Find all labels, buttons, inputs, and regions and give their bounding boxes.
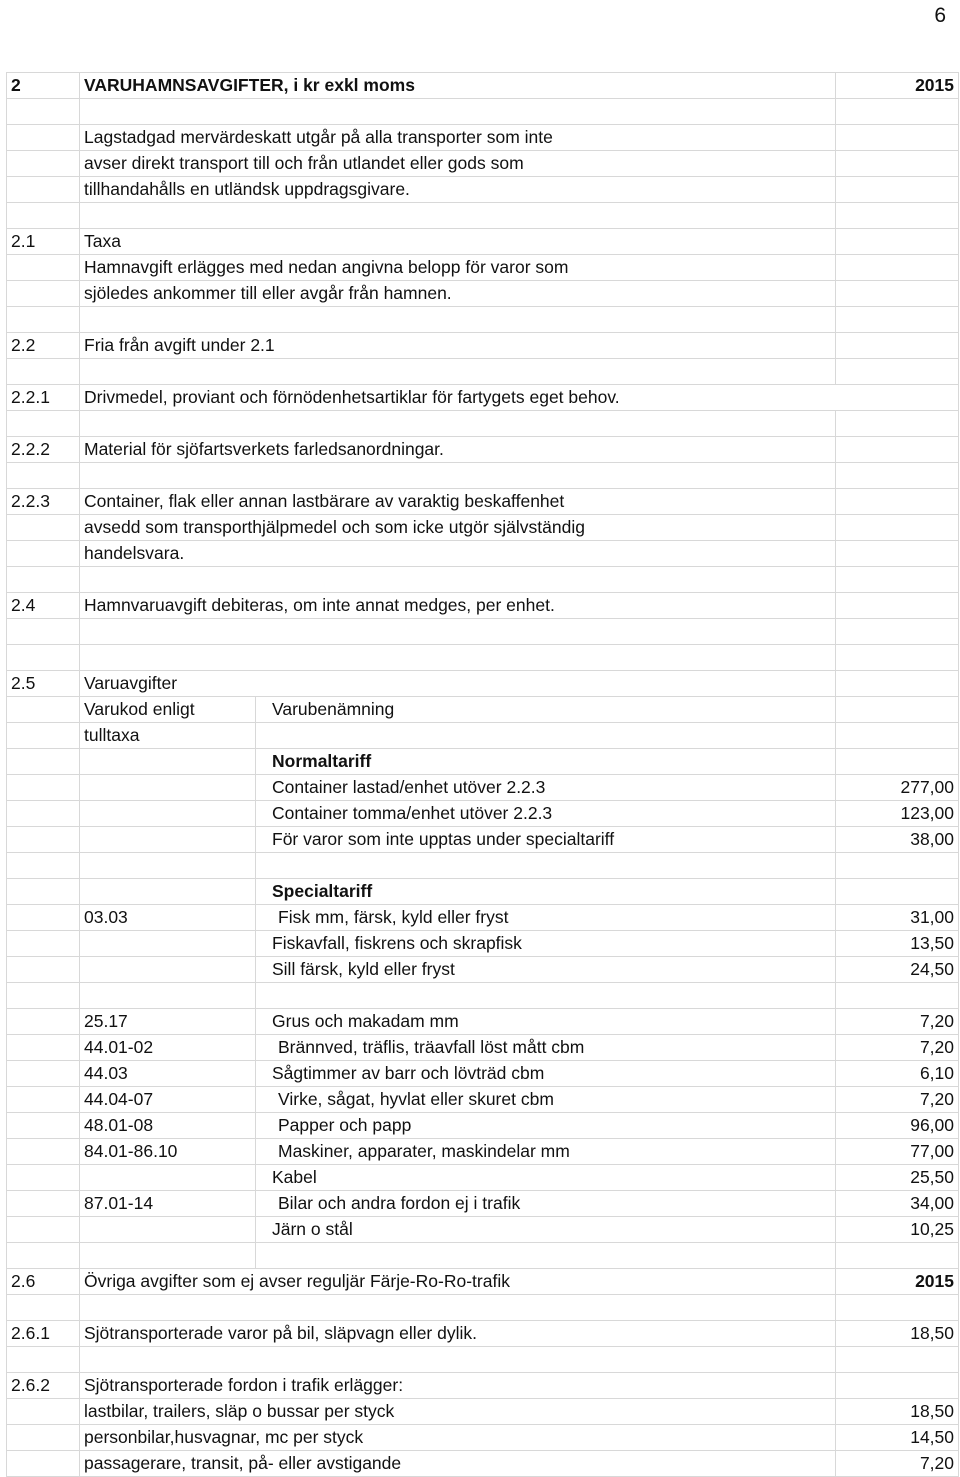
price: 13,50 — [836, 931, 959, 957]
price: 38,00 — [836, 827, 959, 853]
price: 6,10 — [836, 1061, 959, 1087]
price: 25,50 — [836, 1165, 959, 1191]
price: 18,50 — [836, 1321, 959, 1347]
section-text: handelsvara. — [80, 541, 836, 567]
goods-code: 87.01-14 — [80, 1191, 256, 1217]
section-title: Övriga avgifter som ej avser reguljär Färje-Ro-Ro-trafik — [80, 1269, 836, 1295]
section-text: avsedd som transporthjälpmedel och som icke utgör självständig — [80, 515, 836, 541]
goods-code — [80, 957, 256, 983]
goods-code — [80, 931, 256, 957]
goods-code — [80, 1217, 256, 1243]
section-text: Sjötransporterade fordon i trafik erlägger: — [80, 1373, 836, 1399]
tariff-table — [6, 72, 959, 1477]
goods-name: Papper och papp — [278, 1115, 412, 1135]
section-text: Hamnavgift erlägges med nedan angivna belopp för varor som — [80, 255, 836, 281]
tariff-row — [7, 1191, 959, 1217]
goods-code: 48.01-08 — [80, 1113, 256, 1139]
price: 96,00 — [836, 1113, 959, 1139]
price: 18,50 — [836, 1399, 959, 1425]
price: 7,20 — [836, 1035, 959, 1061]
tariff-row — [7, 801, 959, 827]
goods-name: Container lastad/enhet utöver 2.2.3 — [272, 777, 546, 797]
tariff-row — [7, 1061, 959, 1087]
section-number: 2.4 — [7, 593, 80, 619]
section-number: 2.2.2 — [7, 437, 80, 463]
goods-name: Container tomma/enhet utöver 2.2.3 — [272, 803, 553, 823]
tariff-row — [7, 957, 959, 983]
tariff-row — [7, 1217, 959, 1243]
fee-label: lastbilar, trailers, släp o bussar per styck — [80, 1399, 836, 1425]
section-number: 2.6.2 — [7, 1373, 80, 1399]
price: 7,20 — [836, 1087, 959, 1113]
goods-name: Sill färsk, kyld eller fryst — [272, 959, 455, 979]
goods-name: Grus och makadam mm — [272, 1011, 459, 1031]
intro-line: Lagstadgad mervärdeskatt utgår på alla transporter som inte — [80, 125, 836, 151]
goods-name: Maskiner, apparater, maskindelar mm — [278, 1141, 570, 1161]
price: 31,00 — [836, 905, 959, 931]
tariff-row — [7, 931, 959, 957]
section-number: 2.5 — [7, 671, 80, 697]
price: 7,20 — [836, 1009, 959, 1035]
page-number: 6 — [934, 4, 946, 27]
goods-name: Järn o stål — [272, 1219, 353, 1239]
goods-name: Sågtimmer av barr och lövträd cbm — [272, 1063, 545, 1083]
price: 123,00 — [836, 801, 959, 827]
section-number: 2.6.1 — [7, 1321, 80, 1347]
price: 14,50 — [836, 1425, 959, 1451]
section-text: Fria från avgift under 2.1 — [80, 333, 836, 359]
goods-name: Brännved, träflis, träavfall löst mått cbm — [278, 1037, 585, 1057]
special-tariff-heading: Specialtariff — [256, 879, 836, 905]
fee-label: passagerare, transit, på- eller avstigande — [80, 1451, 836, 1477]
goods-name: Fisk mm, färsk, kyld eller fryst — [278, 907, 509, 927]
goods-code — [80, 1165, 256, 1191]
goods-name: Kabel — [272, 1167, 317, 1187]
fee-label: personbilar,husvagnar, mc per styck — [80, 1425, 836, 1451]
section-number: 2.2.1 — [7, 385, 80, 411]
section-title: Varuavgifter — [80, 671, 836, 697]
price: 10,25 — [836, 1217, 959, 1243]
column-header-name: Varubenämning — [256, 697, 836, 723]
price: 77,00 — [836, 1139, 959, 1165]
goods-name: För varor som inte upptas under specialtariff — [272, 829, 615, 849]
section-text: Sjötransporterade varor på bil, släpvagn eller dylik. — [80, 1321, 836, 1347]
intro-line: tillhandahålls en utländsk uppdragsgivare. — [80, 177, 836, 203]
header-year: 2015 — [836, 73, 959, 99]
tariff-row — [7, 1113, 959, 1139]
goods-code: 03.03 — [80, 905, 256, 931]
price: 7,20 — [836, 1451, 959, 1477]
price: 24,50 — [836, 957, 959, 983]
section-number: 2.2.3 — [7, 489, 80, 515]
section-number: 2 — [7, 73, 80, 99]
section-number: 2.2 — [7, 333, 80, 359]
normal-tariff-heading: Normaltariff — [256, 749, 836, 775]
goods-code: 84.01-86.10 — [80, 1139, 256, 1165]
section-text: Hamnvaruavgift debiteras, om inte annat medges, per enhet. — [80, 593, 836, 619]
fee-row — [7, 1425, 959, 1451]
goods-name: Fiskavfall, fiskrens och skrapfisk — [272, 933, 522, 953]
goods-code: 25.17 — [80, 1009, 256, 1035]
fee-row — [7, 1451, 959, 1477]
header-row — [7, 73, 959, 99]
section-title: Taxa — [80, 229, 836, 255]
tariff-row — [7, 1035, 959, 1061]
section-text: Drivmedel, proviant och förnödenhetsartiklar för fartygets eget behov. — [80, 385, 959, 411]
section-text: Material för sjöfartsverkets farledsanordningar. — [80, 437, 836, 463]
tariff-row — [7, 905, 959, 931]
column-header-code: tulltaxa — [80, 723, 256, 749]
tariff-row — [7, 1139, 959, 1165]
tariff-row — [7, 775, 959, 801]
tariff-row — [7, 1087, 959, 1113]
price: 34,00 — [836, 1191, 959, 1217]
fee-row — [7, 1399, 959, 1425]
goods-code: 44.01-02 — [80, 1035, 256, 1061]
section-text: Container, flak eller annan lastbärare av varaktig beskaffenhet — [80, 489, 836, 515]
section-text: sjöledes ankommer till eller avgår från hamnen. — [80, 281, 836, 307]
price: 277,00 — [836, 775, 959, 801]
goods-name: Virke, sågat, hyvlat eller skuret cbm — [278, 1089, 554, 1109]
section-number: 2.1 — [7, 229, 80, 255]
goods-name: Bilar och andra fordon ej i trafik — [278, 1193, 521, 1213]
section-number: 2.6 — [7, 1269, 80, 1295]
intro-line: avser direkt transport till och från utlandet eller gods som — [80, 151, 836, 177]
column-header-code: Varukod enligt — [80, 697, 256, 723]
tariff-row — [7, 1165, 959, 1191]
page-title: VARUHAMNSAVGIFTER, i kr exkl moms — [80, 73, 836, 99]
tariff-row — [7, 1009, 959, 1035]
section-year: 2015 — [836, 1269, 959, 1295]
goods-code: 44.04-07 — [80, 1087, 256, 1113]
goods-code: 44.03 — [80, 1061, 256, 1087]
tariff-row — [7, 827, 959, 853]
